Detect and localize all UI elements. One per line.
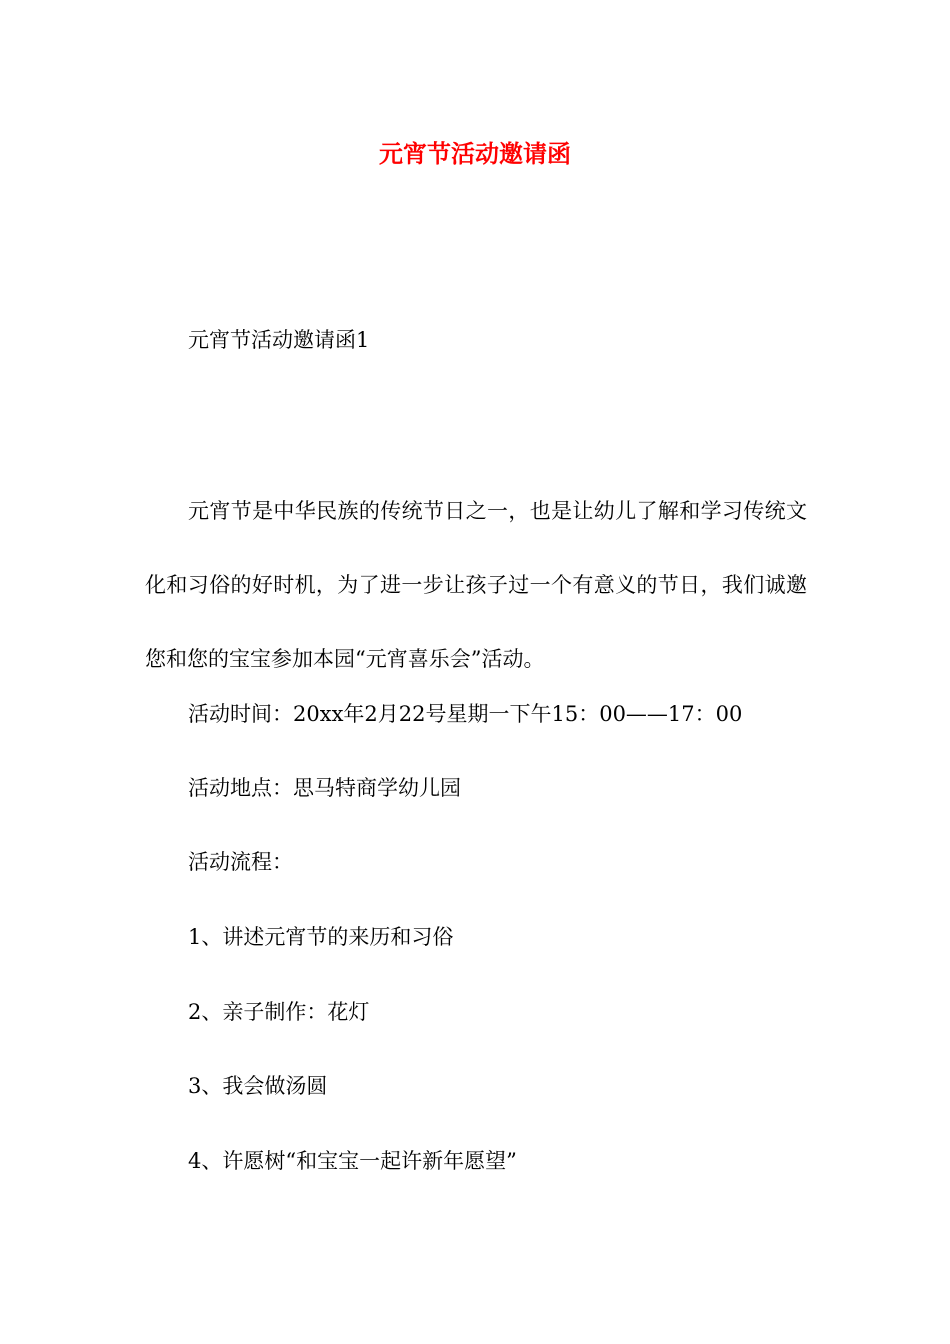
process-step-1: 1、讲述元宵节的来历和习俗 [188, 925, 454, 949]
process-heading: 活动流程： [188, 850, 293, 874]
activity-time: 活动时间：20xx年2月22号星期一下午15：00——17：00 [188, 702, 743, 726]
intro-paragraph: 元宵节是中华民族的传统节日之一，也是让幼儿了解和学习传统文化和习俗的好时机，为了进一步让孩子过一个有意义的节日，我们诚邀您和您的宝宝参加本园“元宵喜乐会”活动。 [145, 499, 807, 671]
document-title: 元宵节活动邀请函 [379, 139, 571, 168]
section-subtitle: 元宵节活动邀请函1 [188, 328, 370, 352]
activity-location: 活动地点：思马特商学幼儿园 [188, 776, 461, 800]
process-step-3: 3、我会做汤圆 [188, 1074, 328, 1098]
process-step-4: 4、许愿树“和宝宝一起许新年愿望” [188, 1149, 517, 1173]
process-step-2: 2、亲子制作：花灯 [188, 1000, 370, 1024]
